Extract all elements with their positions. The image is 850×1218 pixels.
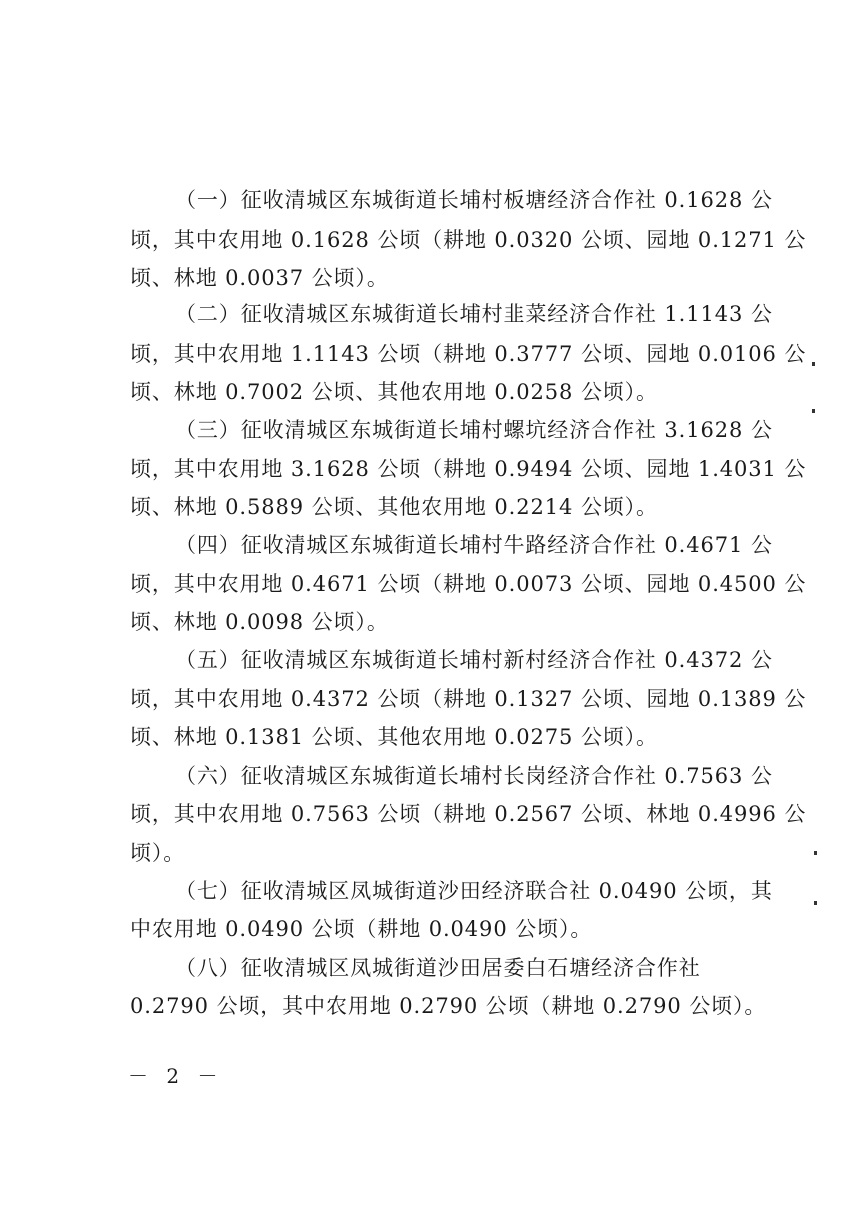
paragraph-2-line-1: （二）征收清城区东城街道长埔村韭菜经济合作社 1.1143 公	[175, 302, 773, 326]
scan-speck	[814, 851, 817, 855]
scan-speck	[814, 901, 817, 905]
paragraph-2-line-3: 顷、林地 0.7002 公顷、其他农用地 0.0258 公顷）。	[130, 380, 658, 404]
paragraph-4-line-3: 顷、林地 0.0098 公顷）。	[130, 610, 389, 634]
paragraph-7-line-2: 中农用地 0.0490 公顷（耕地 0.0490 公顷）。	[130, 917, 593, 941]
paragraph-5-line-3: 顷、林地 0.1381 公顷、其他农用地 0.0275 公顷）。	[130, 725, 658, 749]
paragraph-6-line-1: （六）征收清城区东城街道长埔村长岗经济合作社 0.7563 公	[175, 764, 773, 788]
paragraph-6-line-3: 顷）。	[130, 841, 186, 865]
paragraph-5-line-2: 顷，其中农用地 0.4372 公顷（耕地 0.1327 公顷、园地 0.1389 公	[130, 687, 807, 711]
paragraph-7-line-1: （七）征收清城区凤城街道沙田经济联合社 0.0490 公顷，其	[175, 879, 773, 903]
paragraph-4-line-2: 顷，其中农用地 0.4671 公顷（耕地 0.0073 公顷、园地 0.4500 公	[130, 572, 807, 596]
paragraph-1-line-3: 顷、林地 0.0037 公顷）。	[130, 266, 389, 290]
paragraph-5-line-1: （五）征收清城区东城街道长埔村新村经济合作社 0.4372 公	[175, 648, 773, 672]
paragraph-8-line-2: 0.2790 公顷，其中农用地 0.2790 公顷（耕地 0.2790 公顷）。	[130, 994, 767, 1018]
paragraph-8-line-1: （八）征收清城区凤城街道沙田居委白石塘经济合作社	[175, 956, 701, 980]
paragraph-6-line-2: 顷，其中农用地 0.7563 公顷（耕地 0.2567 公顷、林地 0.4996 公	[130, 802, 807, 826]
page-number: － 2 －	[128, 1064, 224, 1088]
paragraph-4-line-1: （四）征收清城区东城街道长埔村牛路经济合作社 0.4671 公	[175, 533, 773, 557]
paragraph-1-line-1: （一）征收清城区东城街道长埔村板塘经济合作社 0.1628 公	[175, 188, 773, 212]
scan-speck	[812, 409, 815, 413]
paragraph-3-line-1: （三）征收清城区东城街道长埔村螺坑经济合作社 3.1628 公	[175, 418, 773, 442]
scan-speck	[812, 362, 815, 366]
paragraph-1-line-2: 顷，其中农用地 0.1628 公顷（耕地 0.0320 公顷、园地 0.1271 公	[130, 228, 807, 252]
paragraph-2-line-2: 顷，其中农用地 1.1143 公顷（耕地 0.3777 公顷、园地 0.0106 公	[130, 342, 807, 366]
paragraph-3-line-3: 顷、林地 0.5889 公顷、其他农用地 0.2214 公顷）。	[130, 495, 658, 519]
paragraph-3-line-2: 顷，其中农用地 3.1628 公顷（耕地 0.9494 公顷、园地 1.4031 公	[130, 457, 807, 481]
